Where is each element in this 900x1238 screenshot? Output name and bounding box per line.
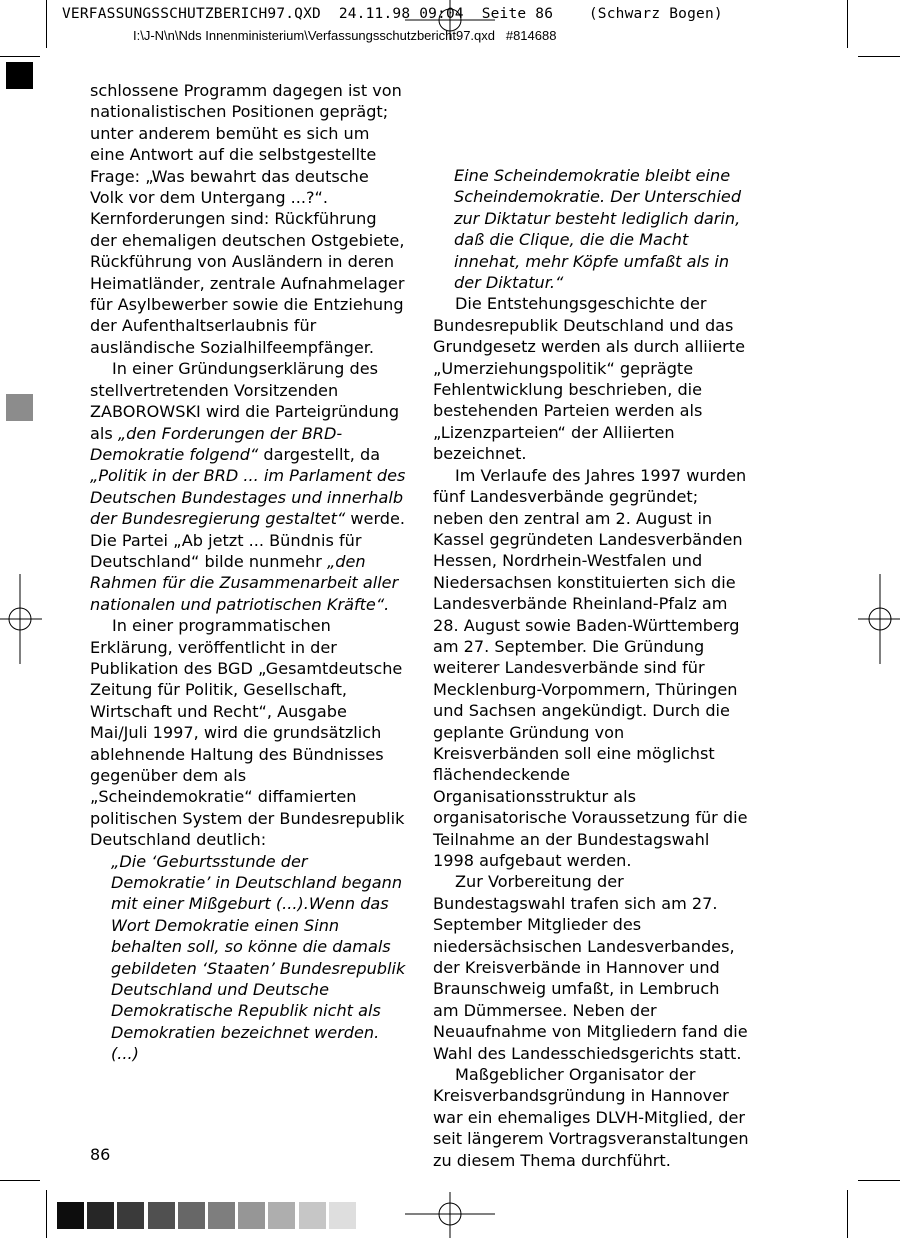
- italic-text: „den Rahmen für die Zusammenarbeit aller nationalen und patriotischen Kräfte“.: [90, 551, 399, 614]
- italic-text: „Die ‘Geburtsstunde der Demokratie’ in Deutschland begann mit einer Mißgeburt (...).Wenn das Wort Demokratie einen Sinn behalten soll, so könne die damals gebildeten ‘Staaten’ Bundesrepublik Deutschland und Deutsche Demokratische Republik nicht als Demokratien bezeichnet werden. (...): [111, 851, 406, 1064]
- text-column-right: [433, 165, 749, 1171]
- gray-swatch: [238, 1202, 265, 1229]
- gray-swatch: [208, 1202, 235, 1229]
- text-span: Im Verlaufe des Jahres 1997 wurden fünf Landesverbände gegründet; neben den zentral am 2. August in Kassel gegründeten Landesverbänden Hessen, Nordrhein-Westfalen und Niedersachsen konstituierten sich die Landesverbände Rheinland-Pfalz am 28. August sowie Baden-Württemberg am 27. September. Die Gründung weiterer Landesverbände sind für Mecklenburg-Vorpommern, Thüringen und Sachsen angekündigt. Durch die geplante Gründung von Kreisverbänden soll eine möglichst flächendeckende Organisationsstruktur als organisatorische Voraussetzung für die Teilnahme an der Bundestagswahl 1998 aufgebaut werden.: [433, 465, 748, 870]
- paragraph: [433, 871, 749, 1064]
- text-span: Maßgeblicher Organisator der Kreisverbandsgründung in Hannover war ein ehemaliges DLVH-Mitglied, der seit längerem Vortragsveranstaltungen zu diesem Thema durchführt.: [433, 1065, 749, 1170]
- gray-marker-box: [6, 394, 33, 421]
- italic-text: „den Forderungen der BRD-Demokratie folgend“: [90, 423, 343, 464]
- text-span: werde. Die Partei „Ab jetzt ... Bündnis für Deutschland“ bilde nunmehr: [90, 509, 406, 571]
- paragraph: [433, 293, 749, 464]
- gray-swatch: [117, 1202, 144, 1229]
- italic-text: „Politik in der BRD ... im Parlament des Deutschen Bundestages und innerhalb der Bundesregierung gestaltet“: [90, 466, 406, 529]
- registration-mark-icon: [0, 574, 42, 664]
- text-column-left: [90, 80, 406, 1065]
- paragraph: [90, 80, 406, 358]
- paragraph: [433, 465, 749, 872]
- slug-line: VERFASSUNGSSCHUTZBERICH97.QXD 24.11.98 09:04 Seite 86 (Schwarz Bogen): [62, 6, 723, 22]
- crop-mark: [46, 0, 47, 48]
- crop-mark: [46, 1190, 47, 1238]
- text-span: In einer programmatischen Erklärung, veröffentlicht in der Publikation des BGD „Gesamtdeutsche Zeitung für Politik, Gesellschaft, Wirtschaft und Recht“, Ausgabe Mai/Juli 1997, wird die grundsätzlich ablehnende Haltung des Bündnisses gegenüber dem als „Scheindemokratie“ diffamierten politischen System der Bundesrepublik Deutschland deutlich:: [90, 616, 405, 850]
- registration-mark-icon: [858, 574, 900, 664]
- text-span: schlossene Programm dagegen ist von nationalistischen Positionen geprägt; unter anderem bemüht es sich um eine Antwort auf die selbstgestellte Frage: „Was bewahrt das deutsche Volk vor dem Untergang ...?“. Kernforderungen sind: Rückführung der ehemaligen deutschen Ostgebiete, Rückführung von Ausländern in deren Heimatländer, zentrale Aufnahmelager für Asylbewerber sowie die Entziehung der Aufenthaltserlaubnis für ausländische Sozialhilfeempfänger.: [90, 81, 405, 357]
- registration-mark-icon: [405, 0, 495, 40]
- gray-swatch: [87, 1202, 114, 1229]
- gray-swatch: [329, 1202, 356, 1229]
- paragraph: [90, 615, 406, 850]
- registration-mark-icon: [405, 1192, 495, 1238]
- gray-swatch: [57, 1202, 84, 1229]
- crop-mark: [858, 1180, 900, 1181]
- crop-mark: [858, 56, 900, 57]
- italic-text: Eine Scheindemokratie bleibt eine Scheindemokratie. Der Unterschied zur Diktatur besteht lediglich darin, daß die Clique, die die Macht innehat, mehr Köpfe umfaßt als in der Diktatur.“: [454, 166, 742, 293]
- block-quote: [90, 851, 406, 1065]
- crop-mark: [847, 0, 848, 48]
- crop-mark: [0, 1180, 40, 1181]
- paragraph: [433, 1064, 749, 1171]
- gray-swatch: [178, 1202, 205, 1229]
- block-quote: [433, 165, 749, 293]
- page-number: 86: [90, 1145, 111, 1164]
- file-path-line: I:\J-N\n\Nds Innenministerium\Verfassungsschutzbericht97.qxd #814688: [133, 28, 557, 43]
- text-span: In einer Gründungserklärung des stellvertretenden Vorsitzenden ZABOROWSKI wird die Parteigründung als: [90, 359, 400, 443]
- gray-swatch: [148, 1202, 175, 1229]
- text-span: dargestellt, da: [258, 444, 381, 464]
- crop-mark: [847, 1190, 848, 1238]
- crop-mark: [0, 56, 40, 57]
- gray-swatch: [268, 1202, 295, 1229]
- paragraph: [90, 358, 406, 615]
- gray-swatch: [299, 1202, 326, 1229]
- text-span: Die Entstehungsgeschichte der Bundesrepublik Deutschland und das Grundgesetz werden als durch alliierte „Umerziehungspolitik“ geprägte Fehlentwicklung beschrieben, die bestehenden Parteien werden als „Lizenzparteien“ der Alliierten bezeichnet.: [433, 294, 745, 464]
- text-span: Zur Vorbereitung der Bundestagswahl trafen sich am 27. September Mitglieder des niedersächsischen Landesverbandes, der Kreisverbände in Hannover und Braunschweig umfaßt, in Lembruch am Dümmersee. Neben der Neuaufnahme von Mitgliedern fand die Wahl des Landesschiedsgerichts statt.: [433, 872, 748, 1063]
- black-marker-box: [6, 62, 33, 89]
